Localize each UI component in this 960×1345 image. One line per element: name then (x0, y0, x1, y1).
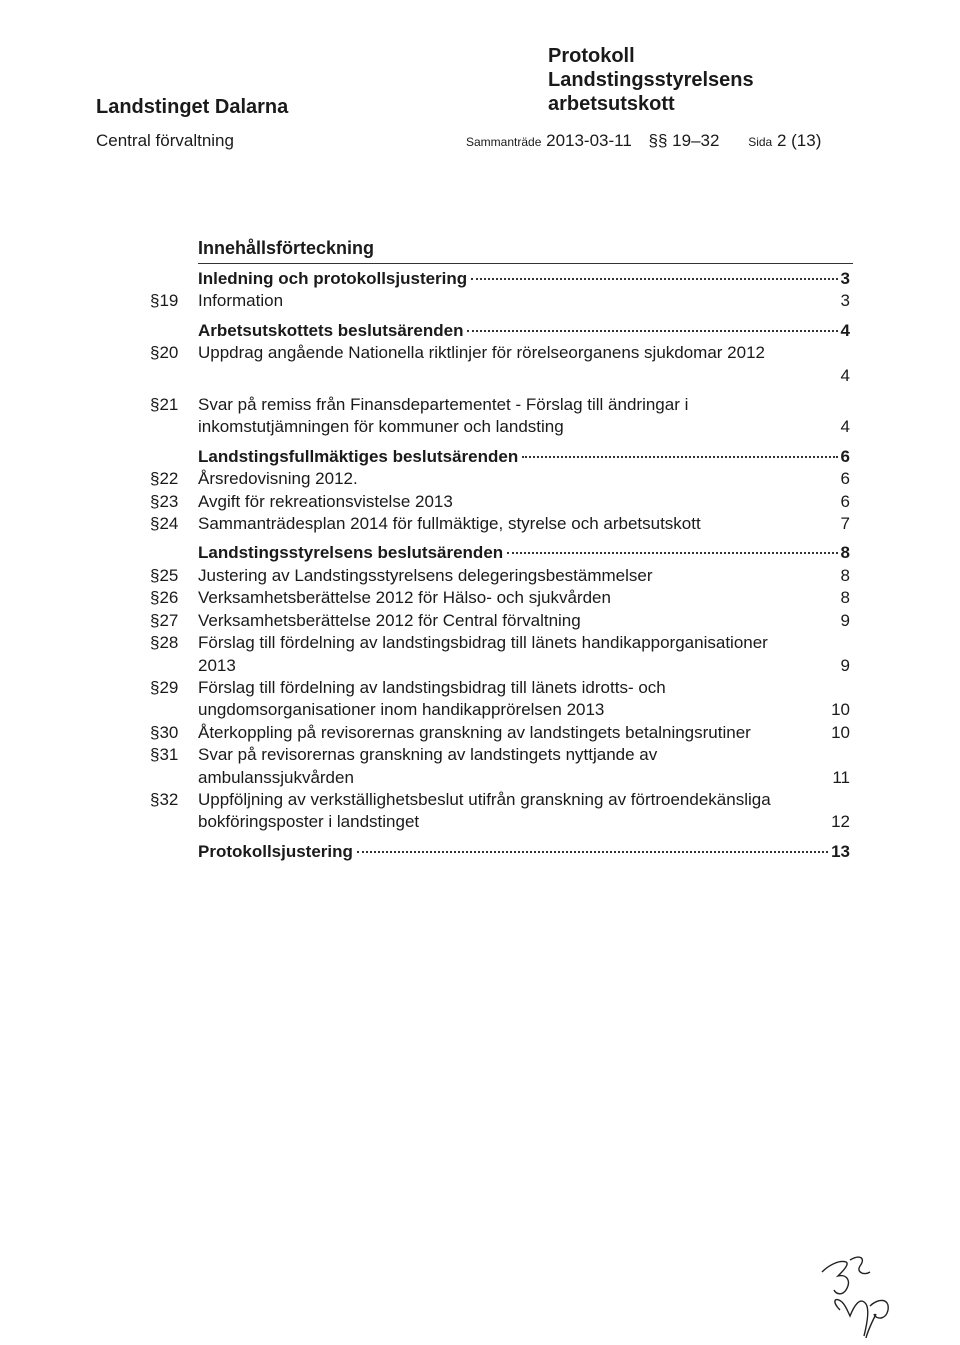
toc-entry-number: §29 (150, 677, 179, 697)
toc-entry-title: Uppföljning av verkställighetsbeslut utifrån granskning av förtroendekänsliga (198, 789, 771, 809)
toc-entry (0, 789, 960, 834)
toc-section-page: 13 (831, 841, 850, 861)
toc-entry-title-cont: ungdomsorganisationer inom handikapprörelsen 2013 (198, 700, 605, 720)
toc-entry-number: §22 (150, 469, 179, 489)
toc-entry-title: Förslag till fördelning av landstingsbidrag till länets handikapporganisationer (198, 633, 768, 653)
toc-entry-page: 4 (840, 417, 850, 437)
toc-entry-number: §26 (150, 588, 179, 608)
toc-heading: Innehållsförteckning (198, 238, 375, 258)
toc-entry-title: Svar på revisorernas granskning av landstingets nyttjande av (198, 745, 658, 765)
toc-entry-page: 7 (840, 514, 850, 534)
toc-entry-title: Verksamhetsberättelse 2012 för Central förvaltning (198, 610, 581, 630)
organization-name: Landstinget Dalarna (96, 96, 289, 118)
toc-entry-page: 6 (840, 469, 850, 489)
dot-leader (507, 552, 837, 554)
toc-entry-title: Förslag till fördelning av landstingsbidrag till länets idrotts- och (198, 677, 666, 697)
toc-section-page: 3 (840, 269, 850, 288)
toc-entry-number: §23 (150, 491, 179, 511)
toc-entry (0, 744, 960, 789)
toc-entry-number: §20 (150, 343, 179, 363)
page-label: Sida (748, 135, 773, 149)
toc-section (198, 446, 850, 468)
toc-entry-title: Svar på remiss från Finansdepartementet - Förslag till ändringar i (198, 395, 689, 415)
toc-entry-title-cont: bokföringsposter i landstinget (198, 812, 420, 832)
toc-entry (0, 722, 960, 744)
toc-entry (0, 632, 960, 677)
toc-section-page: 6 (840, 446, 850, 466)
toc-entry-number: §24 (150, 514, 179, 534)
toc-entry-number: §32 (150, 789, 179, 809)
toc-entry-title: Justering av Landstingsstyrelsens delegeringsbestämmelser (198, 565, 653, 585)
toc-entry-title-cont: inkomstutjämningen för kommuner och landsting (198, 417, 564, 437)
toc-entry-number: §25 (150, 565, 179, 585)
meeting-label: Sammanträde (466, 135, 542, 149)
toc-entry (0, 342, 960, 387)
toc-entry (0, 491, 960, 513)
toc-section (198, 841, 850, 863)
toc-entry (0, 290, 960, 312)
toc-entry (0, 513, 960, 535)
toc-entry-title-cont: 2013 (198, 655, 236, 675)
dot-leader (471, 278, 837, 280)
toc-entry-number: §30 (150, 722, 179, 742)
dot-leader (467, 330, 837, 332)
toc-entry-page: 6 (840, 491, 850, 511)
toc-divider (198, 263, 853, 264)
toc-entry (0, 394, 960, 439)
toc-entry-page: 9 (840, 655, 850, 675)
toc-entry (0, 565, 960, 587)
toc-section-title: Protokollsjustering (198, 841, 353, 861)
toc-entry-page: 4 (840, 365, 850, 385)
toc-entry (0, 587, 960, 609)
toc-entry-number: §21 (150, 395, 179, 415)
toc-entry (0, 610, 960, 632)
toc-entry-page: 11 (832, 767, 850, 787)
toc-entry-number: §19 (150, 291, 179, 311)
toc-section (198, 320, 850, 342)
toc-section (198, 542, 850, 564)
toc-entry-title: Avgift för rekreationsvistelse 2013 (198, 491, 453, 511)
table-of-contents (0, 268, 960, 863)
toc-entry (0, 677, 960, 722)
toc-entry-title: Verksamhetsberättelse 2012 för Hälso- och sjukvården (198, 588, 611, 608)
toc-entry-title: Information (198, 291, 284, 311)
toc-entry-page: 10 (831, 700, 850, 720)
paragraph-range: §§ 19–32 (648, 131, 720, 150)
meeting-date: 2013-03-11 (546, 131, 632, 150)
title-line-2: Landstingsstyrelsens (548, 69, 754, 91)
toc-section-title: Landstingsstyrelsens beslutsärenden (198, 543, 504, 563)
title-line-3: arbetsutskott (548, 93, 675, 115)
toc-entry-title: Sammanträdesplan 2014 för fullmäktige, styrelse och arbetsutskott (198, 514, 701, 534)
toc-entry-page: 9 (840, 610, 850, 630)
toc-section-page: 8 (840, 543, 850, 563)
page-number: 2 (13) (776, 131, 822, 150)
title-line-1: Protokoll (548, 45, 635, 67)
dot-leader (522, 456, 837, 458)
organization-unit: Central förvaltning (96, 131, 234, 150)
document-title (548, 44, 754, 116)
toc-section-title: Inledning och protokollsjustering (198, 269, 468, 288)
toc-entry-number: §28 (150, 633, 179, 653)
toc-entry-page: 12 (831, 812, 850, 832)
toc-entry-title-cont: ambulanssjukvården (198, 767, 354, 787)
toc-section (198, 268, 850, 290)
toc-entry-page: 10 (831, 722, 850, 742)
toc-entry-page: 8 (840, 565, 850, 585)
toc-entry-page: 8 (840, 588, 850, 608)
toc-entry-title: Uppdrag angående Nationella riktlinjer för rörelseorganens sjukdomar 2012 (198, 343, 766, 363)
meeting-meta (466, 131, 821, 151)
toc-section-title: Arbetsutskottets beslutsärenden (198, 320, 464, 340)
toc-entry-title: Återkoppling på revisorernas granskning av landstingets betalningsrutiner (198, 722, 751, 742)
toc-entry-title: Årsredovisning 2012. (198, 469, 358, 489)
toc-section-title: Landstingsfullmäktiges beslutsärenden (198, 446, 519, 466)
toc-entry-number: §27 (150, 610, 179, 630)
toc-section-page: 4 (840, 320, 850, 340)
handwritten-initials (820, 1250, 940, 1340)
toc-entry-page: 3 (840, 291, 850, 311)
toc-entry (0, 468, 960, 490)
dot-leader (357, 851, 828, 853)
toc-entry-number: §31 (150, 745, 179, 765)
